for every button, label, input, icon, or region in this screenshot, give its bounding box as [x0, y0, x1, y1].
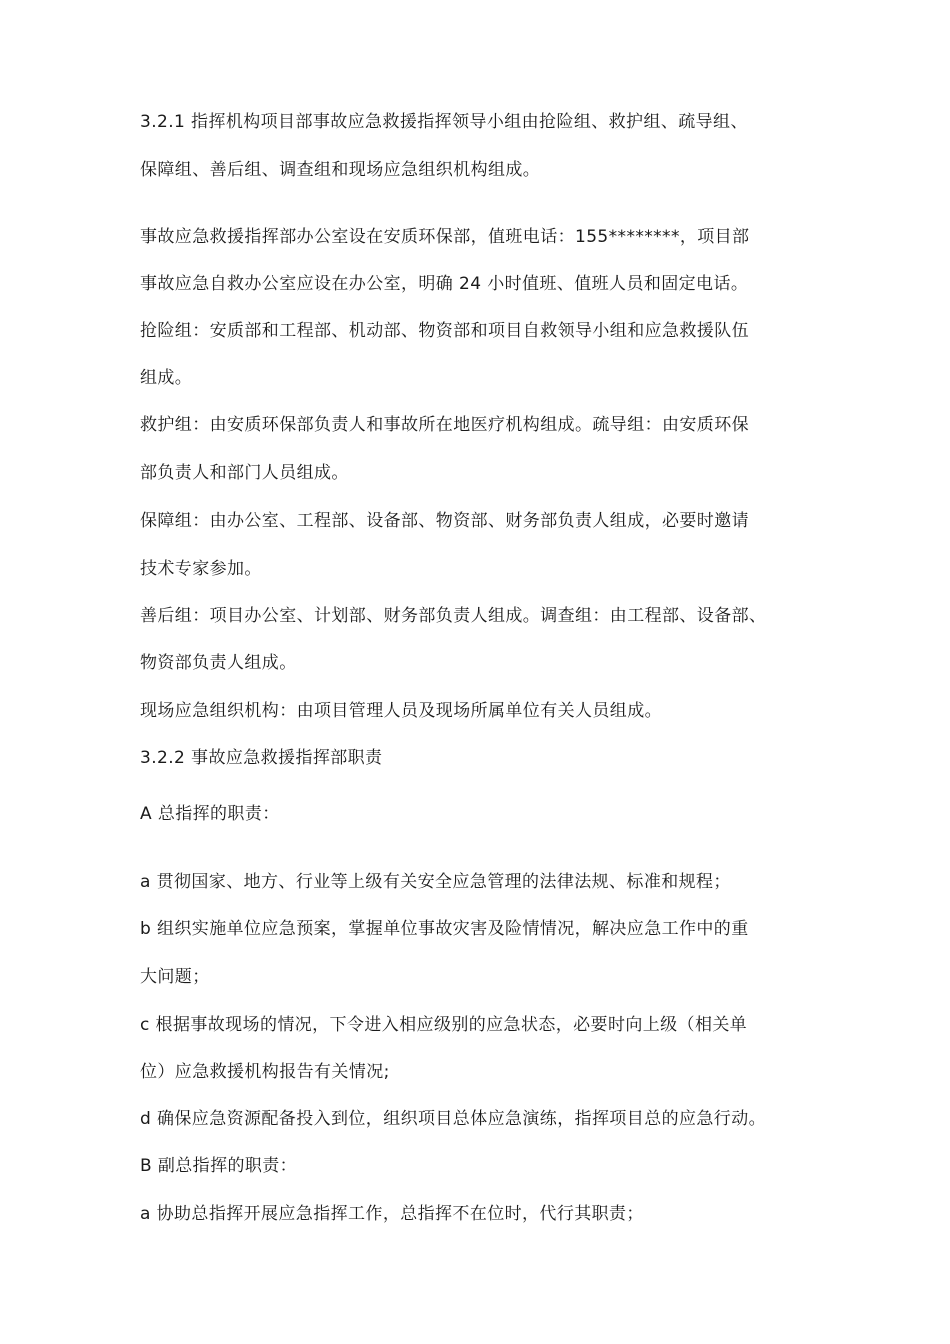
paragraph-line: 保障组：由办公室、工程部、设备部、物资部、财务部负责人组成，必要时邀请 — [140, 511, 749, 531]
paragraph-line: 部负责人和部门人员组成。 — [140, 463, 349, 483]
subheading-deputy-commander: B 副总指挥的职责： — [140, 1156, 298, 1176]
paragraph-line: 现场应急组织机构：由项目管理人员及现场所属单位有关人员组成。 — [140, 701, 662, 721]
paragraph-line: 事故应急自救办公室应设在办公室，明确 24 小时值班、值班人员和固定电话。 — [140, 274, 749, 294]
section-heading-3-2-1: 3.2.1 指挥机构项目部事故应急救援指挥领导小组由抢险组、救护组、疏导组、 — [140, 112, 748, 132]
paragraph-line: 救护组：由安质环保部负责人和事故所在地医疗机构组成。疏导组：由安质环保 — [140, 415, 749, 435]
list-item: a 贯彻国家、地方、行业等上级有关安全应急管理的法律法规、标准和规程； — [140, 872, 731, 892]
section-heading-3-2-2: 3.2.2 事故应急救援指挥部职责 — [140, 748, 383, 768]
list-item: a 协助总指挥开展应急指挥工作，总指挥不在位时，代行其职责； — [140, 1204, 644, 1224]
list-item: b 组织实施单位应急预案，掌握单位事故灾害及险情情况，解决应急工作中的重 — [140, 919, 749, 939]
paragraph-line: 抢险组：安质部和工程部、机动部、物资部和项目自救领导小组和应急救援队伍 — [140, 321, 749, 341]
paragraph-line: 保障组、善后组、调查组和现场应急组织机构组成。 — [140, 160, 541, 180]
paragraph-line: 事故应急救援指挥部办公室设在安质环保部，值班电话：155********，项目部 — [140, 227, 750, 247]
paragraph-line: 物资部负责人组成。 — [140, 653, 297, 673]
paragraph-line: 善后组：项目办公室、计划部、财务部负责人组成。调查组：由工程部、设备部、 — [140, 606, 767, 626]
list-item-continuation: 大问题； — [140, 967, 210, 987]
subheading-commander: A 总指挥的职责： — [140, 804, 280, 824]
list-item: c 根据事故现场的情况，下令进入相应级别的应急状态，必要时向上级（相关单 — [140, 1015, 748, 1035]
paragraph-line: 技术专家参加。 — [140, 559, 262, 579]
list-item: d 确保应急资源配备投入到位，组织项目总体应急演练，指挥项目总的应急行动。 — [140, 1109, 766, 1129]
list-item-continuation: 位）应急救援机构报告有关情况; — [140, 1062, 390, 1082]
paragraph-line: 组成。 — [140, 368, 193, 388]
